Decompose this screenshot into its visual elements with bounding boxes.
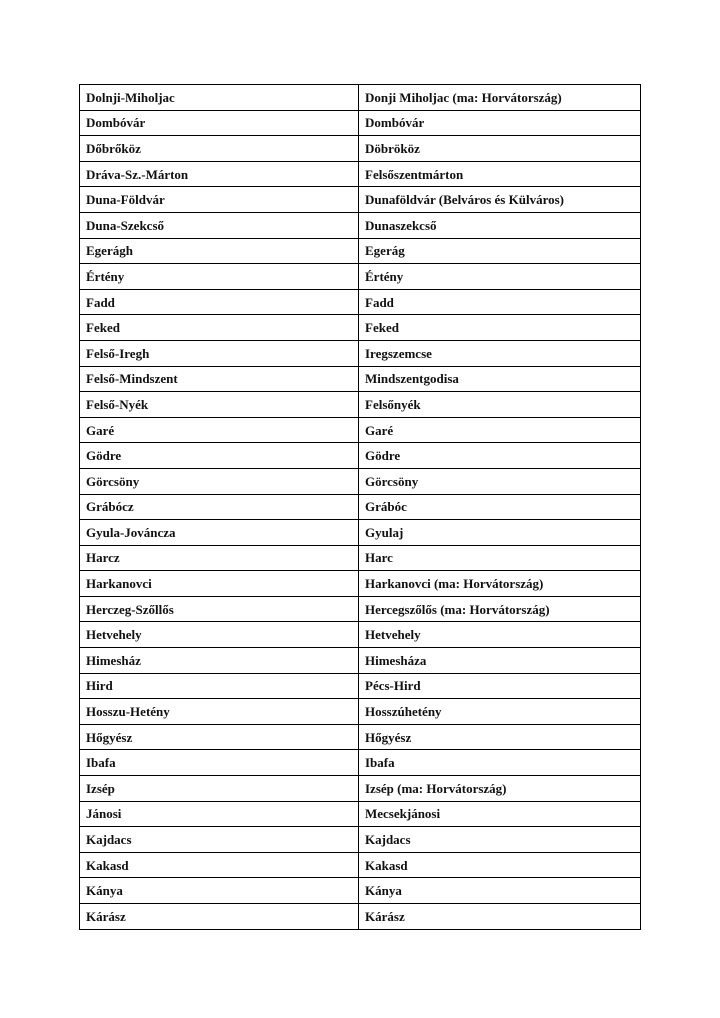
current-name-cell: Harc xyxy=(359,545,641,571)
current-name-cell: Mecsekjánosi xyxy=(359,801,641,827)
table-row xyxy=(80,85,641,111)
current-name-cell: Gödre xyxy=(359,443,641,469)
table-row xyxy=(80,161,641,187)
current-name-cell: Hetvehely xyxy=(359,622,641,648)
table-row xyxy=(80,289,641,315)
table-row xyxy=(80,238,641,264)
current-name-cell: Mindszentgodisa xyxy=(359,366,641,392)
current-name-cell: Döbrököz xyxy=(359,136,641,162)
historical-name-cell: Dolnji-Miholjac xyxy=(80,85,359,111)
table-row xyxy=(80,801,641,827)
historical-name-cell: Felső-Nyék xyxy=(80,392,359,418)
historical-name-cell: Harkanovci xyxy=(80,571,359,597)
current-name-cell: Egerág xyxy=(359,238,641,264)
table-row xyxy=(80,827,641,853)
table-row xyxy=(80,673,641,699)
table-row xyxy=(80,724,641,750)
historical-name-cell: Kakasd xyxy=(80,852,359,878)
historical-name-cell: Hird xyxy=(80,673,359,699)
table-body xyxy=(80,85,641,930)
table-row xyxy=(80,315,641,341)
historical-name-cell: Himesház xyxy=(80,648,359,674)
historical-name-cell: Feked xyxy=(80,315,359,341)
historical-name-cell: Duna-Földvár xyxy=(80,187,359,213)
current-name-cell: Donji Miholjac (ma: Horvátország) xyxy=(359,85,641,111)
current-name-cell: Dunaföldvár (Belváros és Külváros) xyxy=(359,187,641,213)
current-name-cell: Iregszemcse xyxy=(359,340,641,366)
historical-name-cell: Hetvehely xyxy=(80,622,359,648)
historical-name-cell: Herczeg-Szőllős xyxy=(80,596,359,622)
table-row xyxy=(80,468,641,494)
current-name-cell: Kárász xyxy=(359,904,641,930)
table-row xyxy=(80,699,641,725)
current-name-cell: Garé xyxy=(359,417,641,443)
table-row xyxy=(80,366,641,392)
table-row xyxy=(80,392,641,418)
current-name-cell: Dombóvár xyxy=(359,110,641,136)
historical-name-cell: Kajdacs xyxy=(80,827,359,853)
current-name-cell: Hőgyész xyxy=(359,724,641,750)
table-row xyxy=(80,648,641,674)
historical-name-cell: Gyula-Jováncza xyxy=(80,520,359,546)
current-name-cell: Feked xyxy=(359,315,641,341)
current-name-cell: Kánya xyxy=(359,878,641,904)
historical-name-cell: Felső-Mindszent xyxy=(80,366,359,392)
historical-name-cell: Harcz xyxy=(80,545,359,571)
historical-name-cell: Ibafa xyxy=(80,750,359,776)
current-name-cell: Kajdacs xyxy=(359,827,641,853)
historical-name-cell: Görcsöny xyxy=(80,468,359,494)
historical-name-cell: Hosszu-Hetény xyxy=(80,699,359,725)
current-name-cell: Himesháza xyxy=(359,648,641,674)
historical-name-cell: Izsép xyxy=(80,776,359,802)
historical-name-cell: Hőgyész xyxy=(80,724,359,750)
table-row xyxy=(80,878,641,904)
current-name-cell: Értény xyxy=(359,264,641,290)
current-name-cell: Harkanovci (ma: Horvátország) xyxy=(359,571,641,597)
table-row xyxy=(80,187,641,213)
historical-name-cell: Dőbrőköz xyxy=(80,136,359,162)
current-name-cell: Izsép (ma: Horvátország) xyxy=(359,776,641,802)
current-name-cell: Dunaszekcső xyxy=(359,212,641,238)
historical-name-cell: Kárász xyxy=(80,904,359,930)
historical-name-cell: Kánya xyxy=(80,878,359,904)
historical-name-cell: Jánosi xyxy=(80,801,359,827)
table-row xyxy=(80,571,641,597)
historical-name-cell: Duna-Szekcső xyxy=(80,212,359,238)
table-row xyxy=(80,520,641,546)
current-name-cell: Ibafa xyxy=(359,750,641,776)
current-name-cell: Felsőnyék xyxy=(359,392,641,418)
historical-name-cell: Dráva-Sz.-Márton xyxy=(80,161,359,187)
current-name-cell: Gyulaj xyxy=(359,520,641,546)
historical-name-cell: Gödre xyxy=(80,443,359,469)
table-row xyxy=(80,776,641,802)
table-row xyxy=(80,622,641,648)
table-row xyxy=(80,750,641,776)
table-row xyxy=(80,110,641,136)
table-row xyxy=(80,264,641,290)
place-name-table xyxy=(79,84,641,930)
current-name-cell: Hercegszőlős (ma: Horvátország) xyxy=(359,596,641,622)
table-row xyxy=(80,212,641,238)
current-name-cell: Fadd xyxy=(359,289,641,315)
current-name-cell: Felsőszentmárton xyxy=(359,161,641,187)
historical-name-cell: Garé xyxy=(80,417,359,443)
historical-name-cell: Grábócz xyxy=(80,494,359,520)
table-row xyxy=(80,596,641,622)
table-row xyxy=(80,904,641,930)
current-name-cell: Görcsöny xyxy=(359,468,641,494)
current-name-cell: Pécs-Hird xyxy=(359,673,641,699)
table-row xyxy=(80,417,641,443)
current-name-cell: Kakasd xyxy=(359,852,641,878)
historical-name-cell: Fadd xyxy=(80,289,359,315)
table-row xyxy=(80,443,641,469)
table-row xyxy=(80,340,641,366)
table-row xyxy=(80,136,641,162)
historical-name-cell: Felső-Iregh xyxy=(80,340,359,366)
historical-name-cell: Értény xyxy=(80,264,359,290)
historical-name-cell: Dombóvár xyxy=(80,110,359,136)
table-row xyxy=(80,852,641,878)
table-row xyxy=(80,494,641,520)
current-name-cell: Grábóc xyxy=(359,494,641,520)
historical-name-cell: Egerágh xyxy=(80,238,359,264)
table-row xyxy=(80,545,641,571)
current-name-cell: Hosszúhetény xyxy=(359,699,641,725)
